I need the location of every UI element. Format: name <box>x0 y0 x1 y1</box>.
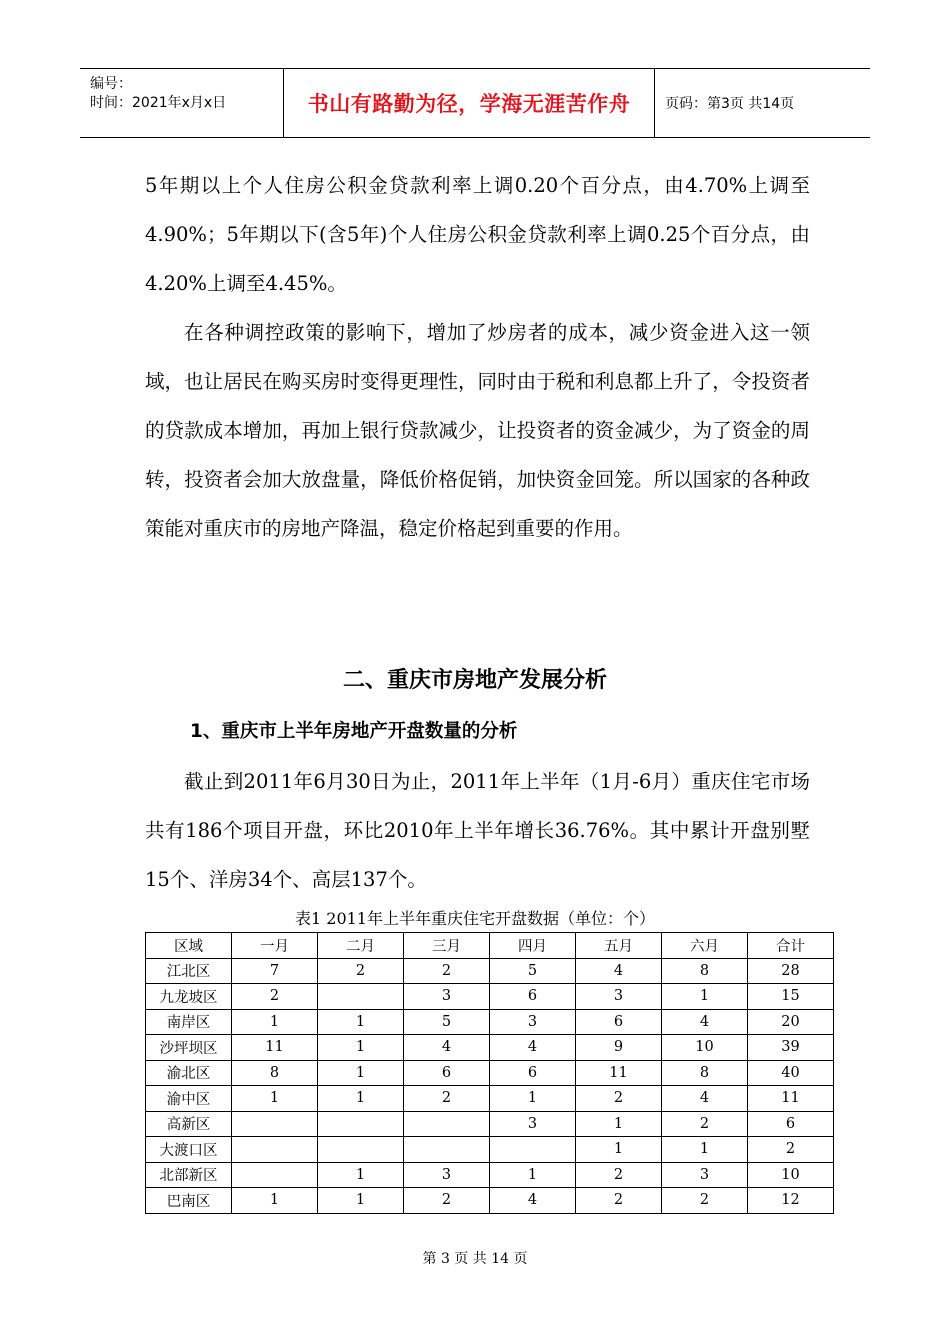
table-value-cell: 8 <box>232 1060 318 1086</box>
table-total-cell: 15 <box>748 984 834 1010</box>
table-value-cell <box>318 984 404 1010</box>
table-value-cell: 5 <box>404 1009 490 1035</box>
header-motto: 书山有路勤为径，学海无涯苦作舟 <box>307 92 631 116</box>
table-header-cell: 四月 <box>490 933 576 959</box>
table-value-cell: 9 <box>576 1035 662 1061</box>
table-value-cell: 6 <box>404 1060 490 1086</box>
table-value-cell: 1 <box>490 1162 576 1188</box>
paragraph-policy-effects: 在各种调控政策的影响下，增加了炒房者的成本，减少资金进入这一领域，也让居民在购买房时变得更理性，同时由于税和利息都上升了，令投资者的贷款成本增加，再加上银行贷款减少，让投资者的资金减少，为了资金的周转，投资者会加大放盘量，降低价格促销，加快资金回笼。所以国家的各种政策能对重庆市的房地产降温，稳定价格起到重要的作用。 <box>145 321 810 540</box>
table-region-cell: 江北区 <box>146 958 232 984</box>
header-meta-cell <box>80 69 284 137</box>
table-value-cell: 1 <box>318 1009 404 1035</box>
table-value-cell: 1 <box>318 1060 404 1086</box>
table-total-cell: 28 <box>748 958 834 984</box>
table-value-cell <box>232 1137 318 1163</box>
table-value-cell: 3 <box>490 1111 576 1137</box>
table-value-cell: 3 <box>404 1162 490 1188</box>
table-value-cell: 1 <box>662 984 748 1010</box>
table-header-row <box>146 933 834 959</box>
table-row <box>146 1162 834 1188</box>
table-value-cell: 2 <box>576 1162 662 1188</box>
header-page-cell <box>655 69 870 137</box>
table-row <box>146 1009 834 1035</box>
table-value-cell: 8 <box>662 958 748 984</box>
table-value-cell: 7 <box>232 958 318 984</box>
header-motto-cell <box>284 69 655 137</box>
table-total-cell: 12 <box>748 1188 834 1214</box>
table-value-cell: 1 <box>232 1188 318 1214</box>
paragraph-rate-adjustment: 5年期以上个人住房公积金贷款利率上调0.20个百分点，由4.70%上调至4.90%；5年期以下(含5年)个人住房公积金贷款利率上调0.25个百分点，由4.20%上调至4.45%。 <box>145 174 810 295</box>
table-total-cell: 39 <box>748 1035 834 1061</box>
table-value-cell: 2 <box>576 1188 662 1214</box>
table-region-cell: 高新区 <box>146 1111 232 1137</box>
table-value-cell: 6 <box>576 1009 662 1035</box>
table-value-cell <box>232 1162 318 1188</box>
table-value-cell: 5 <box>490 958 576 984</box>
table-total-cell: 10 <box>748 1162 834 1188</box>
table-value-cell: 2 <box>404 1086 490 1112</box>
table-region-cell: 大渡口区 <box>146 1137 232 1163</box>
table-value-cell <box>404 1111 490 1137</box>
table-header-cell: 五月 <box>576 933 662 959</box>
table-value-cell: 8 <box>662 1060 748 1086</box>
table-caption: 表1 2011年上半年重庆住宅开盘数据（单位：个） <box>295 909 655 928</box>
table-value-cell: 1 <box>576 1111 662 1137</box>
table-value-cell: 2 <box>662 1188 748 1214</box>
table-region-cell: 九龙坡区 <box>146 984 232 1010</box>
table-value-cell: 1 <box>232 1009 318 1035</box>
table-row <box>146 1188 834 1214</box>
subsection-title: 1、重庆市上半年房地产开盘数量的分析 <box>190 721 518 742</box>
table-value-cell: 4 <box>490 1035 576 1061</box>
table-total-cell: 2 <box>748 1137 834 1163</box>
table-value-cell: 1 <box>318 1035 404 1061</box>
table-header-cell: 区域 <box>146 933 232 959</box>
table-value-cell: 2 <box>232 984 318 1010</box>
table-value-cell: 4 <box>662 1009 748 1035</box>
table-value-cell: 6 <box>490 984 576 1010</box>
table-value-cell: 3 <box>576 984 662 1010</box>
table-value-cell <box>318 1111 404 1137</box>
table-header-cell: 一月 <box>232 933 318 959</box>
table-value-cell: 4 <box>662 1086 748 1112</box>
table-region-cell: 巴南区 <box>146 1188 232 1214</box>
table-value-cell: 4 <box>576 958 662 984</box>
table-row <box>146 1086 834 1112</box>
page-footer: 第 3 页 共 14 页 <box>422 1251 528 1267</box>
table-header-cell: 六月 <box>662 933 748 959</box>
header-page-label: 页码：第3页 共14页 <box>665 96 795 112</box>
table-value-cell: 6 <box>490 1060 576 1086</box>
table-value-cell: 10 <box>662 1035 748 1061</box>
table-header-cell: 三月 <box>404 933 490 959</box>
table-row <box>146 1111 834 1137</box>
table-value-cell: 3 <box>490 1009 576 1035</box>
table-value-cell <box>490 1137 576 1163</box>
table-row <box>146 1137 834 1163</box>
table-value-cell: 4 <box>490 1188 576 1214</box>
table-region-cell: 渝中区 <box>146 1086 232 1112</box>
table-value-cell: 1 <box>490 1086 576 1112</box>
table-value-cell: 4 <box>404 1035 490 1061</box>
table-value-cell: 1 <box>318 1162 404 1188</box>
table-header-cell: 二月 <box>318 933 404 959</box>
table-value-cell: 2 <box>404 958 490 984</box>
table-region-cell: 北部新区 <box>146 1162 232 1188</box>
table-value-cell: 11 <box>576 1060 662 1086</box>
header-date-label: 时间：2021年x月x日 <box>90 95 227 111</box>
page-header <box>80 68 870 138</box>
section-title: 二、重庆市房地产发展分析 <box>342 668 607 693</box>
table-value-cell: 2 <box>576 1086 662 1112</box>
table-value-cell: 1 <box>318 1188 404 1214</box>
table-header-cell: 合计 <box>748 933 834 959</box>
table-value-cell: 2 <box>318 958 404 984</box>
header-code-label: 编号： <box>90 76 132 92</box>
table-body <box>146 958 834 1213</box>
table-value-cell: 1 <box>232 1086 318 1112</box>
table-total-cell: 11 <box>748 1086 834 1112</box>
table-value-cell: 2 <box>662 1111 748 1137</box>
table-region-cell: 渝北区 <box>146 1060 232 1086</box>
table-row <box>146 1035 834 1061</box>
table-total-cell: 20 <box>748 1009 834 1035</box>
table-region-cell: 沙坪坝区 <box>146 1035 232 1061</box>
table-value-cell: 3 <box>404 984 490 1010</box>
table-value-cell: 1 <box>318 1086 404 1112</box>
table-row <box>146 984 834 1010</box>
table-value-cell: 2 <box>404 1188 490 1214</box>
table-value-cell: 11 <box>232 1035 318 1061</box>
table-value-cell <box>318 1137 404 1163</box>
opening-data-table <box>145 932 834 1214</box>
table-value-cell: 3 <box>662 1162 748 1188</box>
table-row <box>146 1060 834 1086</box>
table-value-cell <box>404 1137 490 1163</box>
table-row <box>146 958 834 984</box>
paragraph-opening-stats: 截止到2011年6月30日为止，2011年上半年（1月-6月）重庆住宅市场共有186个项目开盘，环比2010年上半年增长36.76%。其中累计开盘别墅15个、洋房34个、高层137个。 <box>145 770 810 891</box>
table-value-cell: 1 <box>576 1137 662 1163</box>
table-value-cell <box>232 1111 318 1137</box>
table-value-cell: 1 <box>662 1137 748 1163</box>
table-total-cell: 40 <box>748 1060 834 1086</box>
table-total-cell: 6 <box>748 1111 834 1137</box>
table-region-cell: 南岸区 <box>146 1009 232 1035</box>
